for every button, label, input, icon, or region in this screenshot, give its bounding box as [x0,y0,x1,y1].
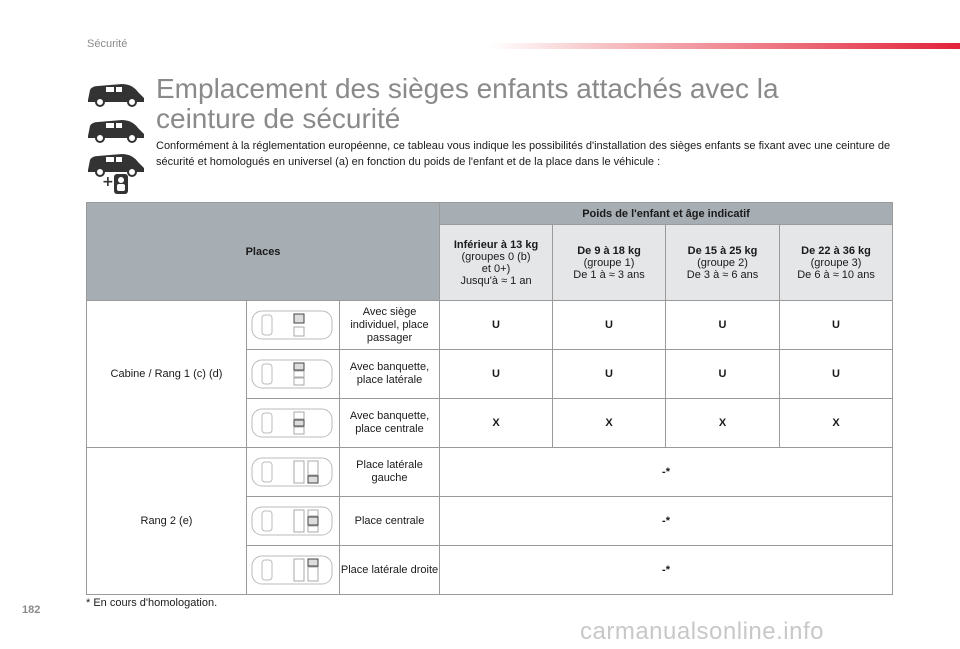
car-top-view-icon [247,448,340,497]
cell-value: U [440,301,553,350]
watermark: carmanualsonline.info [580,618,824,645]
column-header: De 15 à 25 kg (groupe 2) De 3 à ≈ 6 ans [666,225,780,301]
cell-value: U [780,301,893,350]
place-description: Place latérale droite [340,546,440,595]
cell-value: -* [440,546,893,595]
weight-header: Poids de l'enfant et âge indicatif [440,203,893,225]
car-top-view-icon [247,546,340,595]
child-seat-table [86,202,893,595]
cell-value: U [666,301,780,350]
cell-value: -* [440,448,893,497]
table-row [87,301,893,350]
cell-value: U [553,301,666,350]
car-top-view-icon [247,301,340,350]
cell-value: U [440,350,553,399]
table-row [87,448,893,497]
place-description: Avec banquette, place centrale [340,399,440,448]
row-group-label: Rang 2 (e) [87,448,247,595]
place-description: Avec siège individuel, place passager [340,301,440,350]
row-group-label: Cabine / Rang 1 (c) (d) [87,301,247,448]
cell-value: X [666,399,780,448]
accent-bar [490,43,960,49]
van-icons-svg [84,78,150,196]
footnote: * En cours d'homologation. [86,597,218,609]
cell-value: X [440,399,553,448]
child-seat-icon [102,174,128,194]
cell-value: U [666,350,780,399]
cell-value: -* [440,497,893,546]
column-header: De 9 à 18 kg (groupe 1) De 1 à ≈ 3 ans [553,225,666,301]
van-icon [88,84,144,106]
page-number: 182 [22,604,41,616]
column-header: Inférieur à 13 kg (groupes 0 (b) et 0+) Jusqu'à ≈ 1 an [440,225,553,301]
svg-text:+: + [102,174,114,190]
place-description: Place centrale [340,497,440,546]
van-icon-group [84,78,150,196]
place-description: Avec banquette, place latérale [340,350,440,399]
cell-value: U [553,350,666,399]
place-description: Place latérale gauche [340,448,440,497]
page-title: Emplacement des sièges enfants attachés avec la ceinture de sécurité [156,73,779,134]
van-icon [88,120,144,142]
cell-value: X [553,399,666,448]
cell-value: X [780,399,893,448]
places-header: Places [87,203,440,301]
section-label: Sécurité [87,38,128,50]
car-top-view-icon [247,350,340,399]
van-icon [88,154,144,176]
column-header: De 22 à 36 kg (groupe 3) De 6 à ≈ 10 ans [780,225,893,301]
car-top-view-icon [247,399,340,448]
cell-value: U [780,350,893,399]
car-top-view-icon [247,497,340,546]
intro-paragraph: Conformément à la réglementation européenne, ce tableau vous indique les possibilités d'installation des sièges enfants se fixant avec une ceinture de sécurité et homologués en universel (a) en fonction du poids de l'enfant et de la place dans le véhicule : [156,140,891,168]
